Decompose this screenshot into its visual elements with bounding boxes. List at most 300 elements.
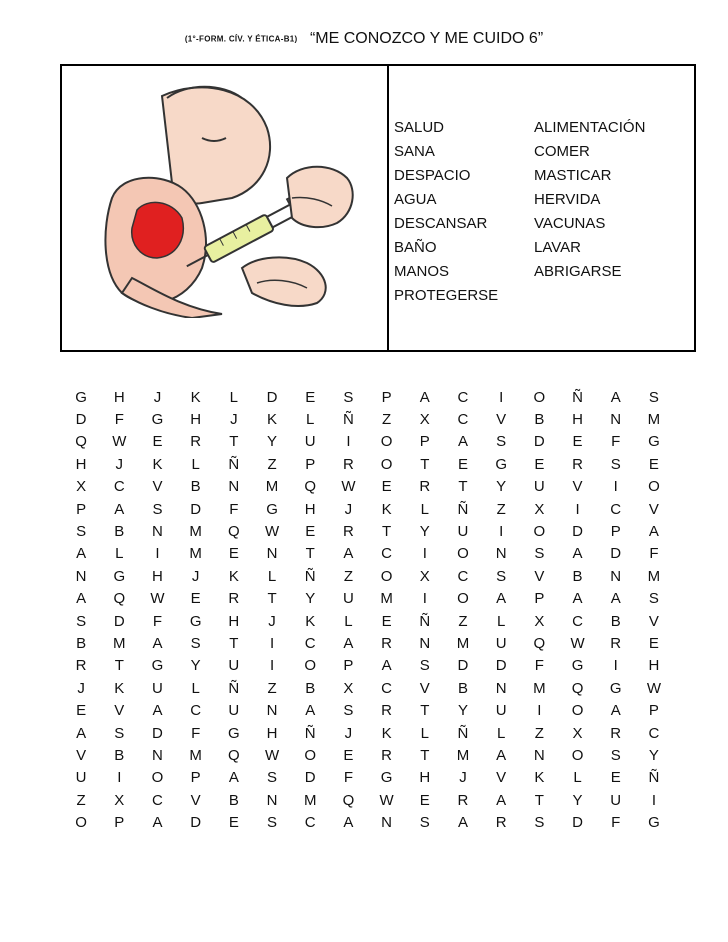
grid-letter[interactable]: K	[152, 455, 163, 473]
grid-letter[interactable]: M	[113, 634, 126, 652]
grid-letter[interactable]: M	[265, 478, 279, 496]
grid-letter[interactable]: I	[422, 590, 427, 608]
grid-letter[interactable]: W	[112, 433, 127, 451]
grid-letter[interactable]: K	[381, 500, 392, 518]
grid-letter[interactable]: I	[613, 478, 618, 496]
grid-letter[interactable]: N	[495, 679, 507, 697]
grid-letter[interactable]: S	[419, 657, 430, 675]
grid-letter[interactable]: I	[117, 769, 122, 787]
grid-letter[interactable]: J	[77, 679, 85, 697]
grid-letter[interactable]: O	[648, 478, 660, 496]
grid-letter[interactable]: D	[75, 411, 87, 429]
grid-letter[interactable]: Y	[648, 746, 659, 764]
grid-letter[interactable]: C	[381, 545, 393, 563]
grid-letter[interactable]: O	[457, 590, 469, 608]
grid-letter[interactable]: M	[380, 590, 393, 608]
grid-letter[interactable]: E	[305, 388, 316, 406]
grid-letter[interactable]: P	[381, 388, 392, 406]
grid-letter[interactable]: O	[75, 814, 87, 832]
grid-letter[interactable]: E	[572, 433, 583, 451]
grid-letter[interactable]: T	[382, 523, 392, 541]
grid-letter[interactable]: D	[113, 612, 125, 630]
grid-letter[interactable]: E	[381, 612, 392, 630]
grid-letter[interactable]: C	[457, 411, 469, 429]
grid-letter[interactable]: L	[420, 724, 429, 742]
grid-letter[interactable]: R	[342, 455, 354, 473]
grid-letter[interactable]: Q	[571, 679, 584, 697]
grid-letter[interactable]: G	[648, 814, 660, 832]
grid-letter[interactable]: M	[456, 746, 470, 764]
grid-letter[interactable]: Y	[419, 523, 430, 541]
grid-letter[interactable]: O	[380, 567, 393, 585]
grid-letter[interactable]: L	[191, 455, 200, 473]
grid-letter[interactable]: G	[151, 411, 164, 429]
grid-letter[interactable]: H	[190, 411, 202, 429]
grid-letter[interactable]: Q	[228, 523, 240, 541]
grid-letter[interactable]: C	[572, 612, 583, 630]
grid-letter[interactable]: V	[190, 791, 201, 809]
grid-letter[interactable]: F	[534, 657, 544, 675]
grid-letter[interactable]: L	[496, 612, 506, 630]
grid-letter[interactable]: D	[152, 724, 163, 742]
grid-letter[interactable]: U	[457, 523, 469, 541]
grid-letter[interactable]: O	[571, 702, 584, 720]
grid-letter[interactable]: P	[648, 702, 659, 720]
grid-letter[interactable]: Z	[496, 500, 506, 518]
grid-letter[interactable]: N	[75, 567, 87, 585]
grid-letter[interactable]: R	[610, 724, 622, 742]
grid-letter[interactable]: M	[533, 679, 546, 697]
grid-letter[interactable]: N	[228, 478, 240, 496]
grid-letter[interactable]: R	[495, 814, 507, 832]
grid-letter[interactable]: I	[613, 657, 618, 675]
grid-letter[interactable]: X	[114, 791, 125, 809]
grid-letter[interactable]: A	[610, 388, 621, 406]
grid-letter[interactable]: H	[572, 411, 583, 429]
grid-letter[interactable]: V	[419, 679, 430, 697]
grid-letter[interactable]: T	[229, 433, 239, 451]
grid-letter[interactable]: T	[305, 545, 315, 563]
grid-letter[interactable]: O	[304, 746, 317, 764]
grid-letter[interactable]: L	[573, 769, 582, 787]
grid-letter[interactable]: L	[115, 545, 124, 563]
grid-letter[interactable]: G	[151, 657, 164, 675]
grid-letter[interactable]: S	[267, 814, 278, 832]
grid-letter[interactable]: N	[152, 523, 163, 541]
grid-letter[interactable]: E	[228, 545, 239, 563]
grid-letter[interactable]: X	[419, 411, 430, 429]
grid-letter[interactable]: S	[496, 567, 507, 585]
grid-letter[interactable]: Ñ	[457, 500, 469, 518]
grid-letter[interactable]: K	[534, 769, 545, 787]
grid-letter[interactable]: N	[533, 746, 545, 764]
grid-letter[interactable]: C	[648, 724, 660, 742]
grid-letter[interactable]: F	[229, 500, 239, 518]
grid-letter[interactable]: Z	[534, 724, 544, 742]
grid-letter[interactable]: K	[228, 567, 239, 585]
grid-letter[interactable]: E	[419, 791, 430, 809]
grid-letter[interactable]: L	[420, 500, 429, 518]
grid-letter[interactable]: H	[228, 612, 240, 630]
grid-letter[interactable]: D	[190, 500, 202, 518]
grid-letter[interactable]: L	[229, 388, 239, 406]
grid-letter[interactable]: A	[457, 814, 468, 832]
grid-letter[interactable]: G	[75, 388, 87, 406]
grid-letter[interactable]: S	[534, 814, 545, 832]
grid-letter[interactable]: C	[457, 388, 469, 406]
grid-letter[interactable]: C	[190, 702, 202, 720]
grid-letter[interactable]: A	[572, 545, 583, 563]
grid-letter[interactable]: U	[228, 702, 240, 720]
grid-letter[interactable]: E	[76, 702, 87, 720]
grid-letter[interactable]: E	[152, 433, 163, 451]
grid-letter[interactable]: W	[379, 791, 394, 809]
grid-letter[interactable]: M	[189, 746, 202, 764]
grid-letter[interactable]: T	[420, 746, 430, 764]
grid-letter[interactable]: G	[380, 769, 393, 787]
grid-letter[interactable]: O	[380, 433, 393, 451]
grid-letter[interactable]: X	[572, 724, 583, 742]
grid-letter[interactable]: Z	[267, 679, 277, 697]
grid-letter[interactable]: H	[304, 500, 316, 518]
grid-letter[interactable]: Z	[458, 612, 468, 630]
grid-letter[interactable]: C	[610, 500, 622, 518]
grid-letter[interactable]: S	[343, 702, 354, 720]
grid-letter[interactable]: D	[304, 769, 316, 787]
grid-letter[interactable]: J	[268, 612, 276, 630]
grid-letter[interactable]: V	[496, 769, 507, 787]
grid-letter[interactable]: J	[344, 724, 353, 742]
grid-letter[interactable]: Ñ	[342, 411, 354, 429]
grid-letter[interactable]: Ñ	[228, 455, 240, 473]
grid-letter[interactable]: A	[648, 523, 659, 541]
grid-letter[interactable]: V	[76, 746, 87, 764]
grid-letter[interactable]: R	[381, 634, 393, 652]
grid-letter[interactable]: D	[610, 545, 622, 563]
grid-letter[interactable]: Q	[228, 746, 240, 764]
grid-letter[interactable]: K	[267, 411, 278, 429]
grid-letter[interactable]: P	[114, 814, 125, 832]
grid-letter[interactable]: M	[189, 523, 202, 541]
grid-letter[interactable]: R	[381, 702, 393, 720]
grid-letter[interactable]: N	[152, 746, 163, 764]
grid-letter[interactable]: T	[420, 702, 430, 720]
grid-letter[interactable]: N	[610, 567, 622, 585]
grid-letter[interactable]: B	[610, 612, 621, 630]
grid-letter[interactable]: Z	[267, 455, 277, 473]
grid-letter[interactable]: S	[76, 612, 87, 630]
grid-letter[interactable]: Ñ	[648, 769, 660, 787]
grid-letter[interactable]: A	[457, 433, 468, 451]
grid-letter[interactable]: F	[611, 433, 621, 451]
grid-letter[interactable]: R	[610, 634, 622, 652]
grid-letter[interactable]: S	[534, 545, 545, 563]
grid-letter[interactable]: S	[496, 433, 507, 451]
grid-letter[interactable]: B	[228, 791, 239, 809]
grid-letter[interactable]: G	[495, 455, 507, 473]
grid-letter[interactable]: S	[152, 500, 163, 518]
grid-letter[interactable]: R	[190, 433, 202, 451]
grid-letter[interactable]: Ñ	[419, 612, 431, 630]
grid-letter[interactable]: O	[533, 523, 546, 541]
grid-letter[interactable]: S	[76, 523, 87, 541]
grid-letter[interactable]: L	[344, 612, 353, 630]
grid-letter[interactable]: D	[533, 433, 545, 451]
grid-letter[interactable]: R	[75, 657, 87, 675]
grid-letter[interactable]: Ñ	[228, 679, 240, 697]
grid-letter[interactable]: C	[457, 567, 469, 585]
grid-letter[interactable]: H	[113, 388, 125, 406]
grid-letter[interactable]: E	[305, 523, 316, 541]
grid-letter[interactable]: I	[269, 657, 275, 675]
grid-letter[interactable]: D	[495, 657, 507, 675]
grid-letter[interactable]: A	[76, 590, 87, 608]
grid-letter[interactable]: U	[495, 634, 507, 652]
grid-letter[interactable]: P	[305, 455, 316, 473]
grid-letter[interactable]: P	[76, 500, 87, 518]
grid-letter[interactable]: A	[496, 746, 507, 764]
grid-letter[interactable]: T	[229, 634, 239, 652]
grid-letter[interactable]: F	[611, 814, 621, 832]
grid-letter[interactable]: W	[150, 590, 165, 608]
grid-letter[interactable]: R	[572, 455, 583, 473]
grid-letter[interactable]: L	[496, 724, 506, 742]
grid-letter[interactable]: E	[190, 590, 201, 608]
grid-letter[interactable]: N	[266, 702, 278, 720]
grid-letter[interactable]: Ñ	[304, 724, 316, 742]
grid-letter[interactable]: X	[419, 567, 430, 585]
grid-letter[interactable]: A	[343, 545, 354, 563]
grid-letter[interactable]: E	[381, 478, 392, 496]
grid-letter[interactable]: W	[264, 746, 280, 764]
grid-letter[interactable]: H	[75, 455, 87, 473]
grid-letter[interactable]: A	[496, 791, 507, 809]
grid-letter[interactable]: C	[381, 679, 393, 697]
grid-letter[interactable]: E	[457, 455, 468, 473]
grid-letter[interactable]: O	[571, 746, 584, 764]
grid-letter[interactable]: K	[190, 388, 201, 406]
grid-letter[interactable]: Q	[533, 634, 546, 652]
grid-letter[interactable]: A	[381, 657, 392, 675]
grid-letter[interactable]: N	[266, 791, 278, 809]
grid-letter[interactable]: H	[266, 724, 278, 742]
grid-letter[interactable]: B	[457, 679, 468, 697]
grid-letter[interactable]: H	[648, 657, 660, 675]
grid-letter[interactable]: U	[152, 679, 163, 697]
grid-letter[interactable]: E	[228, 814, 239, 832]
grid-letter[interactable]: A	[76, 545, 87, 563]
grid-letter[interactable]: X	[343, 679, 354, 697]
grid-letter[interactable]: W	[570, 634, 585, 652]
grid-letter[interactable]: B	[572, 567, 583, 585]
grid-letter[interactable]: A	[152, 702, 163, 720]
grid-letter[interactable]: G	[571, 657, 584, 675]
grid-letter[interactable]: I	[499, 523, 504, 541]
grid-letter[interactable]: I	[269, 634, 275, 652]
grid-letter[interactable]: W	[646, 679, 661, 697]
grid-letter[interactable]: O	[380, 455, 393, 473]
grid-letter[interactable]: O	[304, 657, 317, 675]
grid-letter[interactable]: B	[114, 523, 125, 541]
grid-letter[interactable]: B	[114, 746, 125, 764]
grid-letter[interactable]: P	[534, 590, 545, 608]
grid-letter[interactable]: P	[190, 769, 201, 787]
grid-letter[interactable]: Y	[305, 590, 316, 608]
grid-letter[interactable]: M	[303, 791, 317, 809]
grid-letter[interactable]: Q	[75, 433, 87, 451]
grid-letter[interactable]: T	[267, 590, 277, 608]
grid-letter[interactable]: B	[76, 634, 87, 652]
grid-letter[interactable]: X	[534, 500, 545, 518]
grid-letter[interactable]: O	[151, 769, 164, 787]
grid-letter[interactable]: S	[114, 724, 125, 742]
grid-letter[interactable]: Ñ	[304, 567, 316, 585]
grid-letter[interactable]: T	[534, 791, 544, 809]
grid-letter[interactable]: R	[457, 791, 469, 809]
grid-letter[interactable]: Ñ	[457, 724, 469, 742]
grid-letter[interactable]: J	[191, 567, 200, 585]
grid-letter[interactable]: V	[534, 567, 545, 585]
grid-letter[interactable]: W	[341, 478, 356, 496]
grid-letter[interactable]: P	[343, 657, 354, 675]
grid-letter[interactable]: A	[610, 702, 621, 720]
grid-letter[interactable]: V	[648, 612, 659, 630]
grid-letter[interactable]: D	[266, 388, 278, 406]
grid-letter[interactable]: E	[648, 455, 659, 473]
grid-letter[interactable]: O	[533, 388, 546, 406]
grid-letter[interactable]: T	[114, 657, 124, 675]
grid-letter[interactable]: G	[228, 724, 240, 742]
grid-letter[interactable]: M	[647, 411, 661, 429]
grid-letter[interactable]: I	[651, 791, 656, 809]
grid-letter[interactable]: F	[152, 612, 163, 630]
grid-letter[interactable]: U	[533, 478, 545, 496]
grid-letter[interactable]: V	[114, 702, 125, 720]
grid-letter[interactable]: G	[609, 679, 622, 697]
grid-letter[interactable]: U	[610, 791, 622, 809]
grid-letter[interactable]: D	[457, 657, 469, 675]
grid-letter[interactable]: F	[114, 411, 124, 429]
grid-letter[interactable]: N	[419, 634, 431, 652]
grid-letter[interactable]: F	[649, 545, 659, 563]
grid-letter[interactable]: Y	[457, 702, 468, 720]
grid-letter[interactable]: U	[495, 702, 507, 720]
grid-letter[interactable]: I	[346, 433, 351, 451]
grid-letter[interactable]: T	[458, 478, 468, 496]
grid-letter[interactable]: X	[534, 612, 545, 630]
grid-letter[interactable]: S	[419, 814, 430, 832]
grid-letter[interactable]: D	[572, 523, 583, 541]
grid-letter[interactable]: E	[343, 746, 354, 764]
grid-letter[interactable]: C	[304, 634, 316, 652]
grid-letter[interactable]: A	[419, 388, 430, 406]
grid-letter[interactable]: M	[456, 634, 470, 652]
grid-letter[interactable]: Z	[382, 411, 392, 429]
grid-letter[interactable]: I	[575, 500, 580, 518]
grid-letter[interactable]: P	[610, 523, 621, 541]
grid-letter[interactable]: U	[304, 433, 316, 451]
grid-letter[interactable]: R	[419, 478, 431, 496]
grid-letter[interactable]: S	[267, 769, 278, 787]
grid-letter[interactable]: Q	[342, 791, 355, 809]
grid-letter[interactable]: X	[76, 478, 87, 496]
grid-letter[interactable]: V	[152, 478, 163, 496]
grid-letter[interactable]: Z	[343, 567, 353, 585]
grid-letter[interactable]: N	[610, 411, 622, 429]
grid-letter[interactable]: M	[647, 567, 661, 585]
grid-letter[interactable]: L	[306, 411, 315, 429]
grid-letter[interactable]: S	[190, 634, 201, 652]
grid-letter[interactable]: R	[381, 746, 393, 764]
grid-letter[interactable]: A	[152, 814, 163, 832]
grid-letter[interactable]: E	[648, 634, 659, 652]
grid-letter[interactable]: F	[343, 769, 353, 787]
grid-letter[interactable]: U	[228, 657, 240, 675]
grid-letter[interactable]: A	[228, 769, 239, 787]
grid-letter[interactable]: S	[648, 590, 659, 608]
grid-letter[interactable]: R	[228, 590, 240, 608]
grid-letter[interactable]: I	[155, 545, 160, 563]
grid-letter[interactable]: Y	[190, 657, 201, 675]
grid-letter[interactable]: T	[420, 455, 430, 473]
grid-letter[interactable]: A	[76, 724, 87, 742]
grid-letter[interactable]: K	[381, 724, 392, 742]
grid-letter[interactable]: R	[342, 523, 354, 541]
grid-letter[interactable]: J	[115, 455, 124, 473]
grid-letter[interactable]: J	[344, 500, 353, 518]
grid-letter[interactable]: J	[230, 411, 238, 429]
grid-letter[interactable]: A	[343, 634, 354, 652]
grid-letter[interactable]: A	[610, 590, 621, 608]
grid-letter[interactable]: V	[496, 411, 507, 429]
grid-letter[interactable]: S	[648, 388, 659, 406]
grid-letter[interactable]: J	[459, 769, 467, 787]
grid-letter[interactable]: Q	[113, 590, 126, 608]
grid-letter[interactable]: S	[610, 455, 621, 473]
grid-letter[interactable]: A	[496, 590, 507, 608]
grid-letter[interactable]: A	[343, 814, 354, 832]
grid-letter[interactable]: Ñ	[572, 388, 583, 406]
grid-letter[interactable]: N	[381, 814, 393, 832]
grid-letter[interactable]: K	[305, 612, 316, 630]
grid-letter[interactable]: I	[499, 388, 504, 406]
grid-letter[interactable]: A	[152, 634, 163, 652]
grid-letter[interactable]: U	[75, 769, 87, 787]
grid-letter[interactable]: G	[266, 500, 278, 518]
grid-letter[interactable]: D	[190, 814, 202, 832]
grid-letter[interactable]: G	[648, 433, 660, 451]
grid-letter[interactable]: M	[189, 545, 202, 563]
grid-letter[interactable]: L	[267, 567, 277, 585]
grid-letter[interactable]: G	[189, 612, 202, 630]
grid-letter[interactable]: J	[153, 388, 162, 406]
grid-letter[interactable]: F	[191, 724, 201, 742]
grid-letter[interactable]: D	[572, 814, 583, 832]
grid-letter[interactable]: O	[457, 545, 469, 563]
grid-letter[interactable]: E	[610, 769, 621, 787]
grid-letter[interactable]: K	[114, 679, 125, 697]
grid-letter[interactable]: W	[264, 523, 280, 541]
grid-letter[interactable]: I	[422, 545, 427, 563]
grid-letter[interactable]: L	[191, 679, 200, 697]
grid-letter[interactable]: Q	[304, 478, 317, 496]
grid-letter[interactable]: Y	[267, 433, 278, 451]
grid-letter[interactable]: C	[152, 791, 163, 809]
grid-letter[interactable]: E	[534, 455, 545, 473]
grid-letter[interactable]: B	[190, 478, 201, 496]
grid-letter[interactable]: P	[419, 433, 430, 451]
grid-letter[interactable]: Z	[76, 791, 86, 809]
